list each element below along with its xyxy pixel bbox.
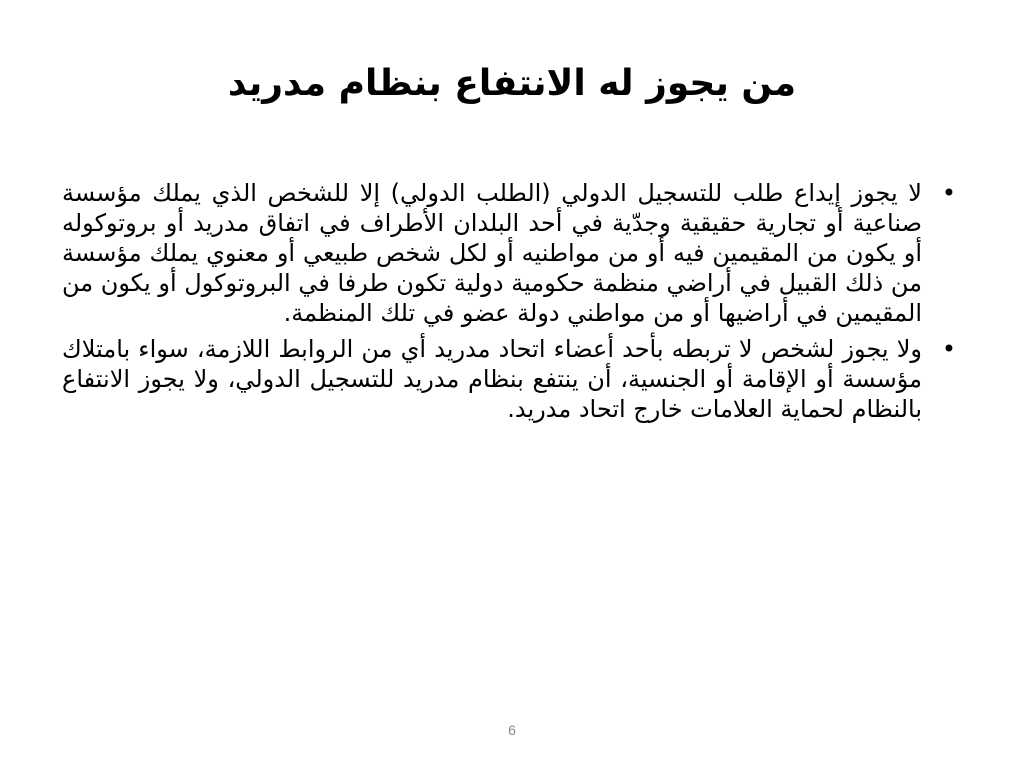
bullet-dot-icon: • xyxy=(941,179,956,207)
bullet-item xyxy=(62,334,962,424)
bullet-dot-icon: • xyxy=(941,335,956,363)
page-number: 6 xyxy=(508,722,516,738)
bullet-text: لا يجوز إيداع طلب للتسجيل الدولي (الطلب الدولي) إلا للشخص الذي يملك مؤسسة صناعية أو تجارية حقيقية وجدّية في أحد البلدان الأطراف في اتفاق مدريد أو بروتوكوله أو يكون من المقيمين فيه أو من مواطنيه أو لكل شخص طبيعي أو معنوي يملك مؤسسة من ذلك القبيل في أراضي منظمة حكومية دولية تكون طرفا في البروتوكول أو يكون من المقيمين في أراضيها أو من مواطني دولة عضو في تلك المنظمة. xyxy=(62,179,922,327)
bullet-item xyxy=(62,178,962,328)
bullet-text: ولا يجوز لشخص لا تربطه بأحد أعضاء اتحاد مدريد أي من الروابط اللازمة، سواء بامتلاك مؤسسة أو الإقامة أو الجنسية، أن ينتفع بنظام مدريد للتسجيل الدولي، ولا يجوز الانتفاع بالنظام لحماية العلامات خارج اتحاد مدريد. xyxy=(62,335,922,423)
slide-title: من يجوز له الانتفاع بنظام مدريد xyxy=(227,63,797,104)
bullet-list xyxy=(62,178,962,430)
